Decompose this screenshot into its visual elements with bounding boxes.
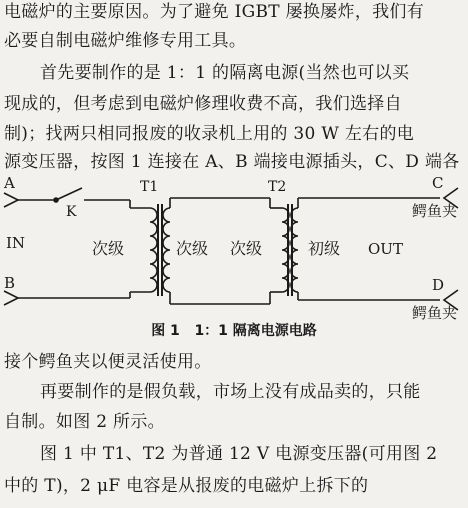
paragraph-line: 自制。如图 2 所示。 xyxy=(4,412,165,432)
winding-label: 次级 xyxy=(92,239,125,258)
input-label: IN xyxy=(6,234,26,252)
paragraph-line: 首先要制作的是 1：1 的隔离电源(当然也可以买 xyxy=(40,63,410,83)
paragraph-line: 必要自制电磁炉维修专用工具。 xyxy=(4,31,247,51)
paragraph-line: 源变压器，按图 1 连接在 A、B 端接电源插头，C、D 端各 xyxy=(4,152,460,172)
switch-k-label: K xyxy=(66,204,77,220)
paragraph-line: 接个鳄鱼夹以便灵活使用。 xyxy=(4,352,212,372)
terminal-c-label: C xyxy=(432,174,444,192)
output-label: OUT xyxy=(368,240,403,258)
figure-caption-number: 图 1 xyxy=(151,323,180,339)
transformer-t1-label: T1 xyxy=(140,179,159,195)
figure-caption xyxy=(0,320,468,340)
winding-label: 次级 xyxy=(230,239,263,258)
paragraph-line: 图 1 中 T1、T2 为普通 12 V 电源变压器(可用图 2 xyxy=(40,444,438,464)
figure-caption-ratio: 1：1 xyxy=(194,323,228,339)
isolation-power-circuit-diagram xyxy=(0,160,468,340)
paragraph-line: 电磁炉的主要原因。为了避免 IGBT 屡换屡炸，我们有 xyxy=(4,2,425,22)
transformer-t2-label: T2 xyxy=(268,179,287,195)
paragraph-line: 中的 T)，2 μF 电容是从报废的电磁炉上拆下的 xyxy=(4,476,369,496)
paragraph-line: 再要制作的是假负载，市场上没有成品卖的，只能 xyxy=(40,382,421,402)
terminal-b-label: B xyxy=(4,274,16,292)
paragraph-line: 现成的，但考虑到电磁炉修理收费不高，我们选择自 xyxy=(4,94,402,114)
winding-label: 初级 xyxy=(308,239,341,258)
terminal-a-label: A xyxy=(4,174,15,192)
alligator-clip-d-label: 鳄鱼夹 xyxy=(412,304,458,322)
terminal-d-label: D xyxy=(432,276,445,294)
alligator-clip-c-label: 鳄鱼夹 xyxy=(412,202,458,220)
paragraph-line: 制)；找两只相同报废的收录机上用的 30 W 左右的电 xyxy=(4,124,415,144)
figure-caption-title: 隔离电源电路 xyxy=(232,323,317,339)
winding-label: 次级 xyxy=(176,239,209,258)
